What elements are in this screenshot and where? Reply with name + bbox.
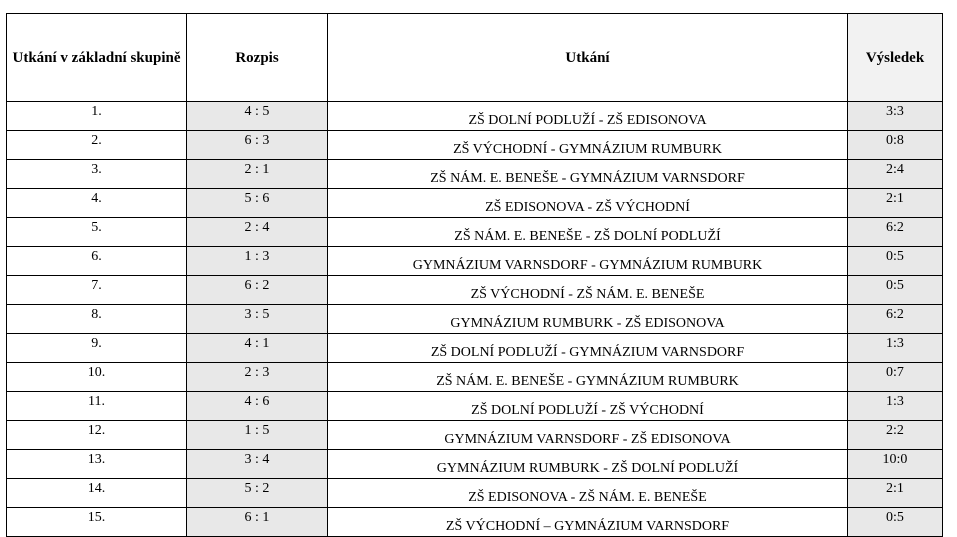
result-cell: 6:2 (848, 218, 943, 247)
match-cell: ZŠ DOLNÍ PODLUŽÍ - ZŠ EDISONOVA (328, 102, 848, 131)
table-row (7, 160, 943, 189)
schedule-cell: 4 : 5 (187, 102, 328, 131)
match-number-cell: 3. (7, 160, 187, 189)
table-row (7, 247, 943, 276)
schedule-cell: 2 : 4 (187, 218, 328, 247)
table-row (7, 479, 943, 508)
schedule-cell: 6 : 1 (187, 508, 328, 537)
result-cell: 2:1 (848, 189, 943, 218)
match-number-cell: 1. (7, 102, 187, 131)
result-cell: 0:5 (848, 247, 943, 276)
match-cell: GYMNÁZIUM RUMBURK - ZŠ EDISONOVA (328, 305, 848, 334)
schedule-cell: 6 : 2 (187, 276, 328, 305)
match-cell: GYMNÁZIUM VARNSDORF - ZŠ EDISONOVA (328, 421, 848, 450)
result-cell: 1:3 (848, 392, 943, 421)
result-cell: 0:7 (848, 363, 943, 392)
table-body (7, 102, 943, 537)
schedule-cell: 6 : 3 (187, 131, 328, 160)
match-number-cell: 9. (7, 334, 187, 363)
match-number-cell: 8. (7, 305, 187, 334)
table-row (7, 508, 943, 537)
match-number-cell: 7. (7, 276, 187, 305)
match-cell: ZŠ VÝCHODNÍ - ZŠ NÁM. E. BENEŠE (328, 276, 848, 305)
schedule-cell: 3 : 5 (187, 305, 328, 334)
result-cell: 6:2 (848, 305, 943, 334)
match-number-cell: 10. (7, 363, 187, 392)
match-cell: ZŠ NÁM. E. BENEŠE - GYMNÁZIUM RUMBURK (328, 363, 848, 392)
match-number-cell: 11. (7, 392, 187, 421)
match-number-cell: 12. (7, 421, 187, 450)
table-row (7, 334, 943, 363)
match-number-cell: 6. (7, 247, 187, 276)
table-row (7, 276, 943, 305)
match-number-cell: 13. (7, 450, 187, 479)
match-cell: ZŠ DOLNÍ PODLUŽÍ - ZŠ VÝCHODNÍ (328, 392, 848, 421)
header-match-no: Utkání v základní skupině (7, 14, 187, 102)
schedule-cell: 4 : 6 (187, 392, 328, 421)
match-number-cell: 5. (7, 218, 187, 247)
schedule-cell: 5 : 6 (187, 189, 328, 218)
result-cell: 10:0 (848, 450, 943, 479)
schedule-cell: 1 : 3 (187, 247, 328, 276)
match-number-cell: 15. (7, 508, 187, 537)
table-row (7, 305, 943, 334)
schedule-cell: 2 : 3 (187, 363, 328, 392)
table-row (7, 450, 943, 479)
match-cell: ZŠ EDISONOVA - ZŠ NÁM. E. BENEŠE (328, 479, 848, 508)
match-number-cell: 4. (7, 189, 187, 218)
schedule-cell: 5 : 2 (187, 479, 328, 508)
header-schedule: Rozpis (187, 14, 328, 102)
result-cell: 1:3 (848, 334, 943, 363)
table-row (7, 189, 943, 218)
match-cell: GYMNÁZIUM RUMBURK - ZŠ DOLNÍ PODLUŽÍ (328, 450, 848, 479)
header-match: Utkání (328, 14, 848, 102)
match-cell: ZŠ VÝCHODNÍ - GYMNÁZIUM RUMBURK (328, 131, 848, 160)
result-cell: 2:1 (848, 479, 943, 508)
table-row (7, 421, 943, 450)
table-row (7, 363, 943, 392)
schedule-cell: 1 : 5 (187, 421, 328, 450)
match-number-cell: 2. (7, 131, 187, 160)
result-cell: 0:5 (848, 508, 943, 537)
match-number-cell: 14. (7, 479, 187, 508)
table-row (7, 218, 943, 247)
schedule-cell: 4 : 1 (187, 334, 328, 363)
results-table (6, 13, 943, 537)
schedule-cell: 3 : 4 (187, 450, 328, 479)
schedule-cell: 2 : 1 (187, 160, 328, 189)
result-cell: 0:5 (848, 276, 943, 305)
match-cell: GYMNÁZIUM VARNSDORF - GYMNÁZIUM RUMBURK (328, 247, 848, 276)
result-cell: 0:8 (848, 131, 943, 160)
result-cell: 3:3 (848, 102, 943, 131)
header-result: Výsledek (848, 14, 943, 102)
result-cell: 2:4 (848, 160, 943, 189)
match-cell: ZŠ EDISONOVA - ZŠ VÝCHODNÍ (328, 189, 848, 218)
match-cell: ZŠ VÝCHODNÍ – GYMNÁZIUM VARNSDORF (328, 508, 848, 537)
result-cell: 2:2 (848, 421, 943, 450)
table-header (7, 14, 943, 102)
match-cell: ZŠ NÁM. E. BENEŠE - ZŠ DOLNÍ PODLUŽÍ (328, 218, 848, 247)
table-row (7, 131, 943, 160)
header-row (7, 14, 943, 102)
match-cell: ZŠ DOLNÍ PODLUŽÍ - GYMNÁZIUM VARNSDORF (328, 334, 848, 363)
match-cell: ZŠ NÁM. E. BENEŠE - GYMNÁZIUM VARNSDORF (328, 160, 848, 189)
table-row (7, 392, 943, 421)
table-row (7, 102, 943, 131)
